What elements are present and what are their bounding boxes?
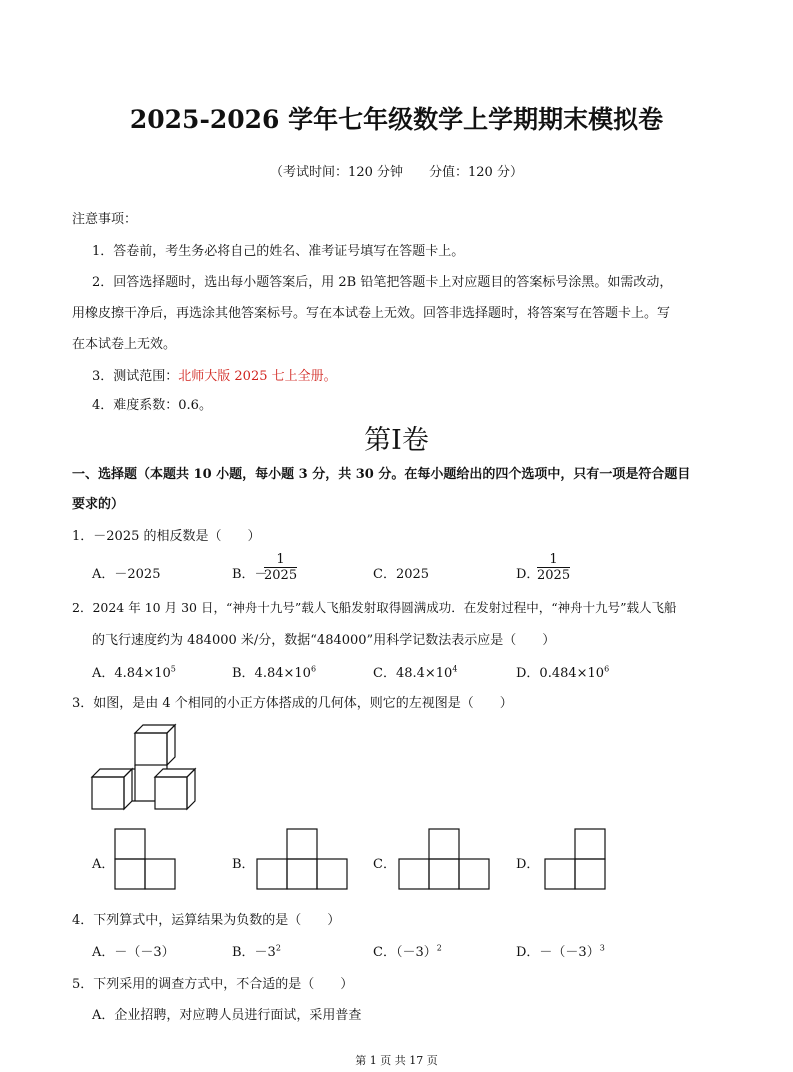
note-3-prefix: 3．测试范围： bbox=[92, 369, 179, 384]
q5-option-a: A．企业招聘，对应聘人员进行面试，采用普查 bbox=[92, 1008, 362, 1023]
note-2-line-2: 用橡皮擦干净后，再选涂其他答案标号。写在本试卷上无效。回答非选择题时，将答案写在答题卡上。写 bbox=[72, 306, 671, 321]
q3-option-a-view bbox=[114, 828, 176, 890]
q4-option-b: B．$-3^2$ bbox=[232, 943, 281, 960]
q2-option-b: B．$4.84\times 10^6$ bbox=[232, 664, 317, 681]
notes-heading: 注意事项： bbox=[72, 212, 138, 227]
q4-stem: 4．下列算式中，运算结果为负数的是（ ） bbox=[72, 913, 341, 928]
q2-stem-line-1: 2．2024 年 10 月 30 日，“神舟十九号”载人飞船发射取得圆满成功．在发射过程中，“神舟十九号”载人飞船 bbox=[72, 600, 677, 615]
note-3 bbox=[92, 365, 337, 384]
q3-option-b-view bbox=[256, 828, 348, 890]
q1-option-c: C．2025 bbox=[373, 567, 430, 582]
exam-subtitle: （考试时间：120 分钟 分值：120 分） bbox=[270, 165, 523, 180]
q1-option-d-fraction bbox=[537, 552, 570, 583]
q1-option-d-label: D． bbox=[516, 567, 540, 582]
page-footer: 第 1 页 共 17 页 bbox=[355, 1054, 438, 1067]
q3-cube-figure bbox=[88, 718, 218, 818]
q1-option-b-fraction bbox=[264, 552, 297, 583]
q1-d-numerator: 1 bbox=[537, 552, 570, 568]
q2-option-a: A．$4.84\times 10^5$ bbox=[92, 664, 176, 681]
q3-option-c-view bbox=[398, 828, 490, 890]
q3-option-a-label: A． bbox=[92, 857, 115, 872]
volume-heading: 第I卷 bbox=[364, 425, 429, 456]
q1-option-b-label: B．－ bbox=[232, 567, 268, 582]
q3-option-d-view bbox=[544, 828, 606, 890]
q4-option-a: A．－（－3） bbox=[92, 945, 175, 960]
q1-option-a: A．－2025 bbox=[92, 567, 161, 582]
note-2-line-1: 2．回答选择题时，选出每小题答案后，用 2B 铅笔把答题卡上对应题目的答案标号涂黑。如需改动， bbox=[92, 275, 673, 290]
exam-title: 2025-2026 学年七年级数学上学期期末模拟卷 bbox=[129, 105, 664, 134]
q3-stem: 3．如图，是由 4 个相同的小正方体搭成的几何体，则它的左视图是（ ） bbox=[72, 696, 513, 711]
q1-stem: 1．－2025 的相反数是（ ） bbox=[72, 529, 261, 544]
q2-option-c: C．$48.4\times 10^4$ bbox=[373, 664, 458, 681]
section-heading-line-2: 要求的） bbox=[72, 497, 125, 512]
note-1: 1．答卷前，考生务必将自己的姓名、准考证号填写在答题卡上。 bbox=[92, 244, 465, 259]
q3-option-c-label: C． bbox=[373, 857, 396, 872]
test-range: 北师大版 2025 七上全册。 bbox=[178, 369, 337, 384]
section-heading-line-1: 一、选择题（本题共 10 小题，每小题 3 分，共 30 分。在每小题给出的四个选项中，只有一项是符合题目 bbox=[72, 467, 691, 482]
q2-option-d: D．$0.484\times 10^6$ bbox=[516, 664, 610, 681]
q1-b-numerator: 1 bbox=[264, 552, 297, 568]
q3-option-b-label: B． bbox=[232, 857, 255, 872]
note-4: 4．难度系数：0.6。 bbox=[92, 398, 212, 413]
q5-stem: 5．下列采用的调查方式中，不合适的是（ ） bbox=[72, 977, 354, 992]
q3-option-d-label: D． bbox=[516, 857, 540, 872]
q1-b-denominator: 2025 bbox=[264, 568, 298, 583]
note-2-line-3: 在本试卷上无效。 bbox=[72, 337, 177, 352]
q4-option-d: D．$-(-3)^3$ bbox=[516, 943, 605, 960]
q1-d-denominator: 2025 bbox=[537, 568, 571, 583]
q4-option-c: C．$(-3)^2$ bbox=[373, 943, 442, 960]
q2-stem-line-2: 的飞行速度约为 484000 米/分，数据“484000”用科学记数法表示应是（ ） bbox=[92, 633, 556, 648]
